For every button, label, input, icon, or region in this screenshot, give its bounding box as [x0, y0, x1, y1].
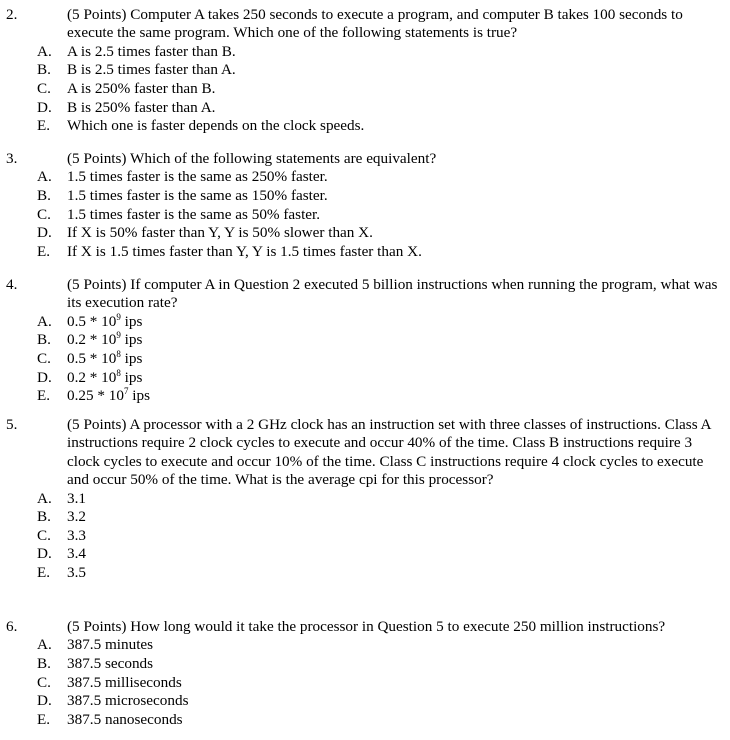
option-e [0, 564, 730, 583]
option-letter: D. [37, 692, 52, 710]
question-6 [0, 618, 730, 729]
option-c [0, 80, 730, 99]
option-exponent: 7 [123, 386, 129, 397]
option-text [67, 387, 150, 405]
option-text: 1.5 times faster is the same as 250% faster. [67, 168, 328, 186]
option-d [0, 369, 730, 388]
option-letter: D. [37, 368, 52, 386]
option-text: A is 250% faster than B. [67, 80, 216, 97]
option-b [0, 187, 730, 206]
option-letter: D. [37, 224, 52, 242]
option-base: 0.5 * 10 [67, 312, 117, 330]
option-letter: B. [37, 331, 51, 349]
option-text: 387.5 microseconds [67, 692, 189, 710]
option-c [0, 674, 730, 693]
option-a [0, 313, 730, 332]
option-base: 0.25 * 10 [67, 387, 124, 405]
question-text: (5 Points) If computer A in Question 2 executed 5 billion instructions when running the program, what was its execution rate? [67, 276, 718, 312]
option-text: B is 250% faster than A. [67, 98, 216, 116]
option-text [67, 331, 142, 349]
option-b [0, 331, 730, 350]
option-letter: C. [37, 350, 51, 367]
question-text: (5 Points) Computer A takes 250 seconds to execute a program, and computer B takes 100 seconds to execute the same program. Which one of the following statements is true? [67, 6, 683, 42]
option-text: Which one is faster depends on the clock speeds. [67, 117, 365, 135]
option-a [0, 43, 730, 62]
question-number: 5. [6, 416, 18, 433]
option-text [67, 313, 142, 331]
option-a [0, 636, 730, 655]
option-exponent: 9 [116, 330, 121, 341]
option-b [0, 61, 730, 80]
option-letter: A. [37, 636, 52, 654]
option-c [0, 350, 730, 369]
option-letter: B. [37, 187, 51, 204]
option-letter: E. [37, 710, 51, 728]
option-d [0, 99, 730, 118]
option-text: 3.5 [67, 564, 86, 581]
option-unit: ips [120, 312, 143, 330]
option-letter: D. [37, 98, 52, 116]
option-d [0, 224, 730, 243]
question-5 [0, 416, 730, 583]
option-e [0, 243, 730, 262]
option-base: 0.5 * 10 [67, 350, 117, 367]
option-text: 3.2 [67, 508, 86, 526]
option-letter: B. [37, 508, 51, 526]
option-unit: ips [120, 350, 143, 367]
question-text: (5 Points) How long would it take the processor in Question 5 to execute 250 million instructions? [67, 618, 666, 635]
option-letter: C. [37, 673, 51, 691]
option-c [0, 206, 730, 225]
option-e [0, 711, 730, 730]
question-number: 4. [6, 276, 18, 293]
option-exponent: 9 [116, 311, 121, 322]
option-text: 387.5 seconds [67, 655, 154, 672]
option-text: A is 2.5 times faster than B. [67, 42, 236, 60]
option-c [0, 527, 730, 546]
question-2 [0, 6, 730, 136]
option-letter: B. [37, 655, 51, 672]
option-text: 387.5 minutes [67, 636, 154, 654]
option-text: 1.5 times faster is the same as 50% faster. [67, 205, 321, 223]
question-number: 6. [6, 618, 18, 635]
question-number: 3. [6, 150, 18, 167]
option-unit: ips [120, 368, 143, 386]
option-text: If X is 1.5 times faster than Y, Y is 1.5 times faster than X. [67, 242, 422, 260]
option-text: 3.1 [67, 489, 86, 507]
question-text: (5 Points) A processor with a 2 GHz clock has an instruction set with three classes of instructions. Class A instructions require 2 clock cycles to execute and occur 40% of the time. Class B instructions require 3 clock cycles to execute and occur 10% of the time. Class C instructions require 4 clock cycles to execute and occur 50% of the time. What is the average cpi for this processor? [67, 416, 711, 489]
option-exponent: 8 [116, 349, 121, 359]
option-letter: A. [37, 312, 52, 330]
option-b [0, 655, 730, 674]
option-letter: E. [37, 117, 51, 135]
question-number: 2. [6, 6, 18, 23]
option-exponent: 8 [116, 367, 121, 378]
option-e [0, 117, 730, 136]
question-text: (5 Points) Which of the following statements are equivalent? [67, 150, 437, 167]
option-text: If X is 50% faster than Y, Y is 50% slower than X. [67, 224, 373, 242]
option-letter: E. [37, 564, 51, 581]
option-base: 0.2 * 10 [67, 368, 117, 386]
option-letter: C. [37, 205, 51, 223]
option-text: 387.5 milliseconds [67, 673, 182, 691]
option-letter: A. [37, 168, 52, 186]
option-e [0, 387, 730, 406]
option-letter: A. [37, 489, 52, 507]
option-letter: C. [37, 526, 51, 544]
option-unit: ips [120, 331, 143, 349]
option-letter: A. [37, 42, 52, 60]
option-text: 387.5 nanoseconds [67, 710, 183, 728]
question-4 [0, 276, 730, 406]
option-letter: B. [37, 61, 51, 79]
option-letter: C. [37, 80, 51, 97]
option-d [0, 545, 730, 564]
option-text: 3.3 [67, 526, 86, 544]
option-d [0, 692, 730, 711]
option-b [0, 508, 730, 527]
option-text: 3.4 [67, 545, 86, 563]
option-letter: E. [37, 242, 51, 260]
option-a [0, 168, 730, 187]
question-3 [0, 150, 730, 261]
option-letter: D. [37, 545, 52, 563]
option-unit: ips [128, 387, 150, 405]
option-text: B is 2.5 times faster than A. [67, 61, 236, 79]
option-text [67, 369, 142, 387]
option-text [67, 350, 142, 368]
option-base: 0.2 * 10 [67, 331, 117, 349]
option-text: 1.5 times faster is the same as 150% faster. [67, 187, 328, 204]
option-a [0, 490, 730, 509]
option-letter: E. [37, 387, 51, 405]
